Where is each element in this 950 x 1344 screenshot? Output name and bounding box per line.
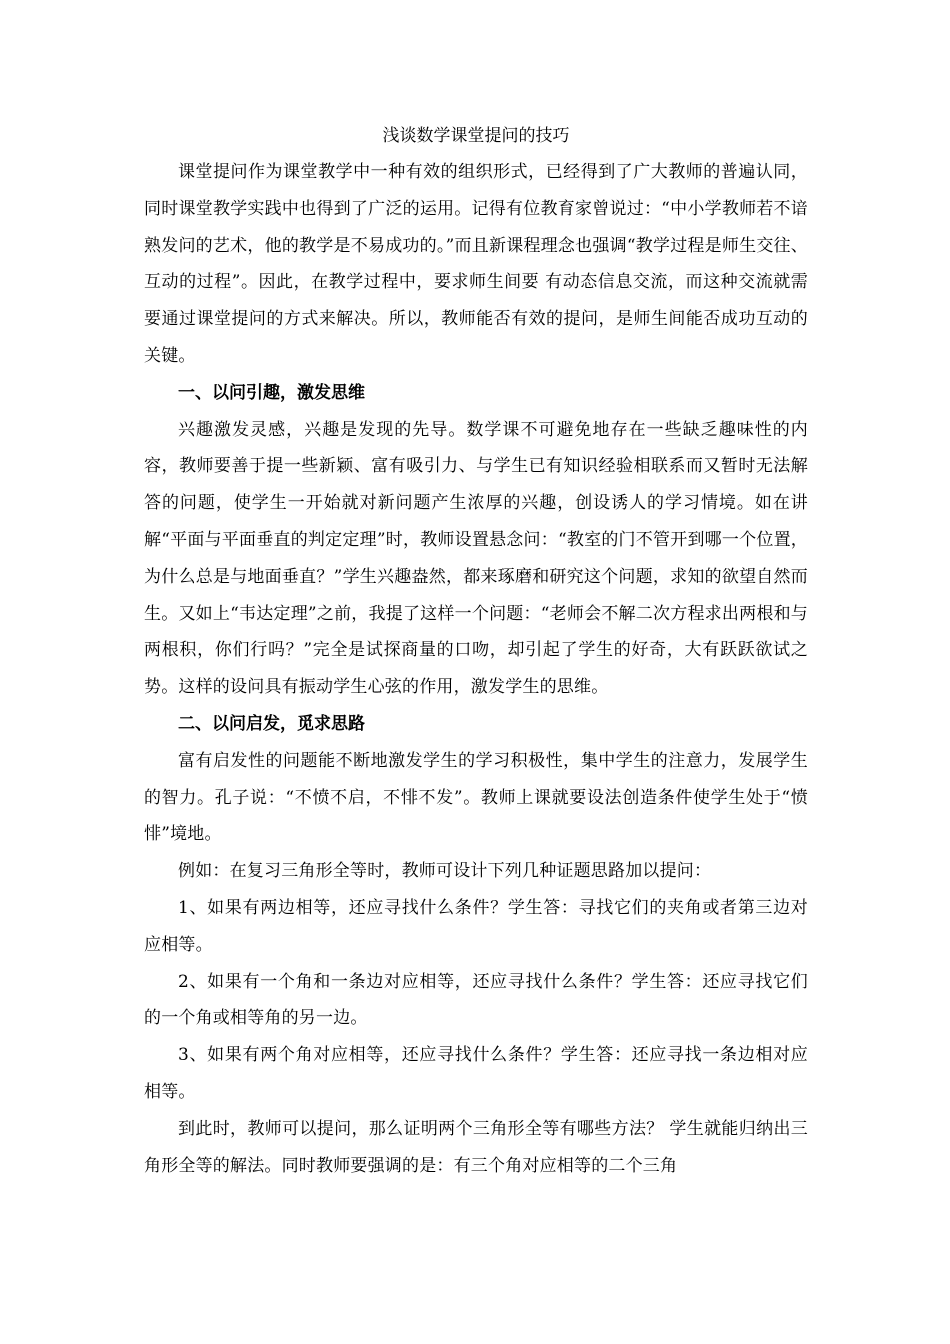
conclusion-paragraph: 到此时，教师可以提问，那么证明两个三角形全等有哪些方法？ 学生就能归纳出三角形全等的解法。同时教师要强调的是：有三个角对应相等的二个三角 (144, 1118, 808, 1176)
example-paragraph: 例如：在复习三角形全等时，教师可设计下列几种证题思路加以提问： (178, 861, 712, 882)
document-title: 浅谈数学课堂提问的技巧 (382, 126, 570, 146)
list-item-2: 2、如果有一个角和一条边对应相等，还应寻找什么条件？学生答：还应寻找它们的一个角或相等角的另一边。 (144, 971, 808, 1029)
intro-paragraph: 课堂提问作为课堂教学中一种有效的组织形式，已经得到了广大教师的普遍认同，同时课堂教学实践中也得到了广泛的运用。记得有位教育家曾说过：“中小学教师若不谙熟发问的艺术，他的教学是不易成功的。”而且新课程理念也强调“教学过程是师生交往、互动的过程”。因此，在教学过程中，要求师生间要 有动态信息交流，而这种交流就需要通过课堂提问的方式来解决。所以，教师能否有效的提问，是师生间能否成功互动的关键。 (144, 162, 808, 366)
section1-heading: 一、以问引趣，激发思维 (178, 382, 365, 403)
list-item-1: 1、如果有两边相等，还应寻找什么条件？学生答：寻找它们的夹角或者第三边对应相等。 (144, 897, 808, 955)
section2-heading: 二、以问启发，觅求思路 (178, 713, 365, 734)
document-page (144, 118, 808, 1184)
section1-paragraph: 兴趣激发灵感，兴趣是发现的先导。数学课不可避免地存在一些缺乏趣味性的内容，教师要善于提一些新颖、富有吸引力、与学生已有知识经验相联系而又暂时无法解答的问题，使学生一开始就对新问题产生浓厚的兴趣，创设诱人的学习情境。如在讲解“平面与平面垂直的判定定理”时，教师设置悬念问：“教室的门不管开到哪一个位置，为什么总是与地面垂直？”学生兴趣盎然，都来琢磨和研究这个问题，求知的欲望自然而生。又如上“韦达定理”之前，我提了这样一个问题：“老师会不解二次方程求出两根和与两根积，你们行吗？”完全是试探商量的口吻，却引起了学生的好奇，大有跃跃欲试之势。这样的设问具有振动学生心弦的作用，激发学生的思维。 (144, 419, 808, 698)
list-item-3: 3、如果有两个角对应相等，还应寻找什么条件？学生答：还应寻找一条边相对应相等。 (144, 1045, 808, 1102)
section2-paragraph: 富有启发性的问题能不断地激发学生的学习积极性，集中学生的注意力，发展学生的智力。孔子说：“不愤不启，不悱不发”。教师上课就要设法创造条件使学生处于“愤悱”境地。 (144, 750, 808, 845)
